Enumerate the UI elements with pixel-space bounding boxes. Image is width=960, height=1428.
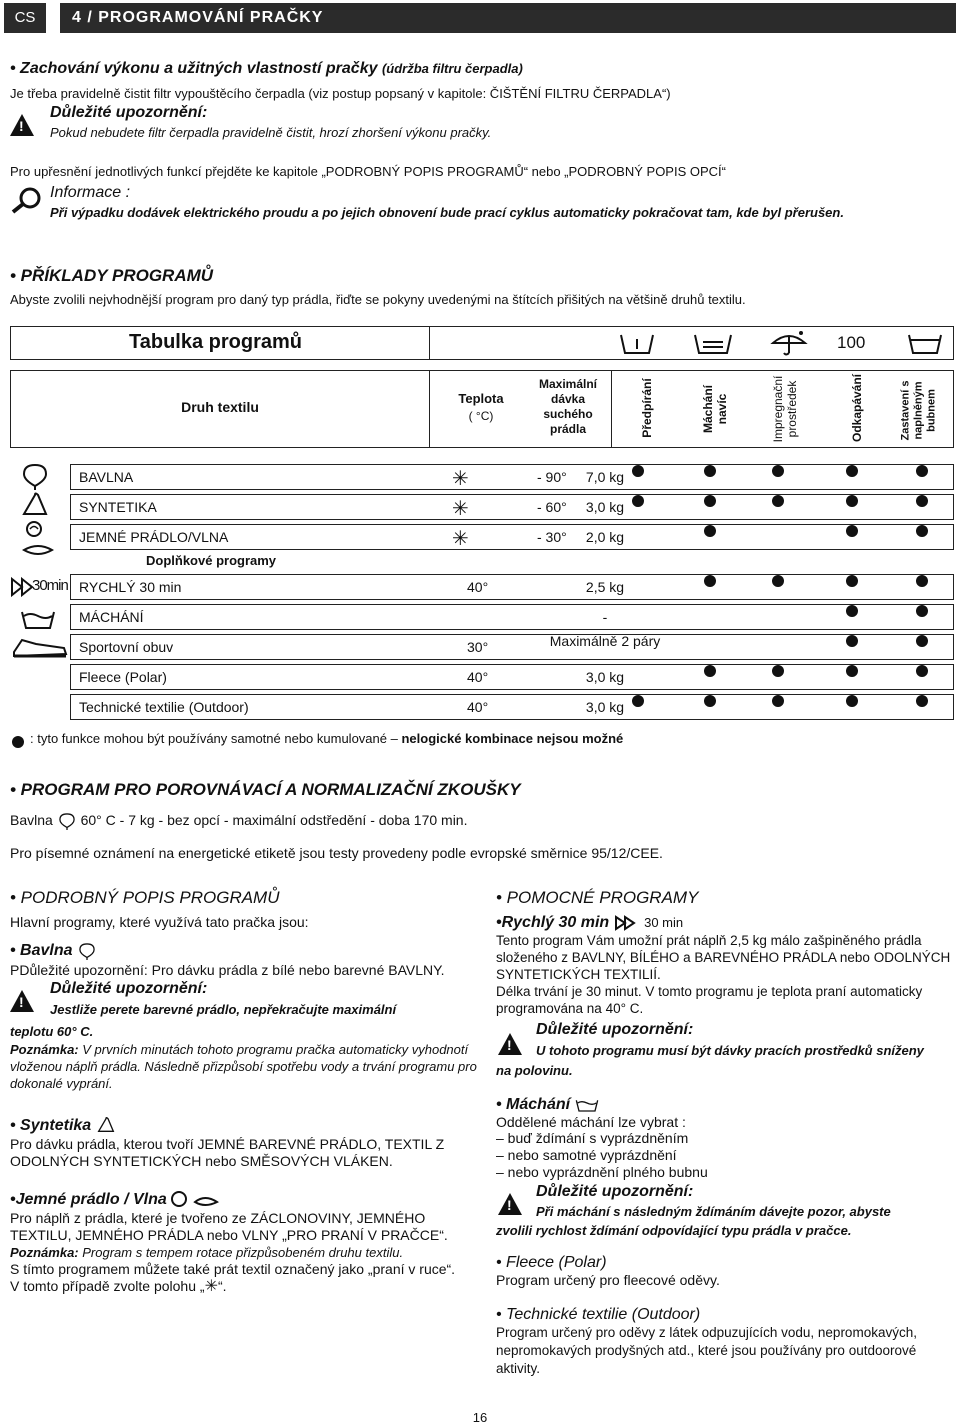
magnifier-icon [10, 186, 44, 214]
rychly-warn-text: U tohoto programu musí být dávky pracích prostředků sníženy [536, 1043, 924, 1058]
cold-wash-icon: ✳ [452, 498, 469, 520]
option-dot [916, 495, 928, 507]
col-prewash: Předpírání [640, 378, 654, 438]
warning-icon [10, 990, 34, 1012]
option-dot [772, 575, 784, 587]
option-dot [916, 695, 928, 707]
fast-forward-icon [614, 915, 640, 931]
machani-warn-text: Při máchání s následným ždímáním dávejte pozor, abyste [536, 1204, 891, 1219]
option-dot [772, 665, 784, 677]
option-dot [704, 665, 716, 677]
machani-title: • Máchání [496, 1096, 958, 1114]
cotton-icon [20, 462, 50, 490]
machani-warn-text2: zvolili rychlost ždímání odpovídající typu prádla v pračce. [496, 1223, 852, 1238]
quick-30min-label: 30min [32, 577, 68, 594]
rychly-warn-text2: na polovinu. [496, 1063, 573, 1078]
option-dot [632, 465, 644, 477]
option-dot [916, 635, 928, 647]
col-impregnation: Impregnační prostředek [771, 375, 799, 443]
reference-text: Pro upřesnění jednotlivých funkcí přejděte ke kapitole „PODROBNÝ POPIS PROGRAMŮ“ nebo „PODROBNÝ POPIS OPCÍ“ [10, 164, 726, 179]
warning-icon [10, 114, 34, 136]
legend-dot [12, 736, 24, 748]
option-dot [704, 525, 716, 537]
chapter-title: 4 / PROGRAMOVÁNÍ PRAČKY [60, 3, 956, 33]
option-dot [772, 695, 784, 707]
col-temp-unit: ( °C) [468, 409, 494, 423]
col-type: Druh textilu [181, 399, 259, 415]
rychly-warn-title: Důležité upozornění: [536, 1021, 694, 1038]
jemne-text: Pro náplň z prádla, které je tvořeno ze ZÁCLONOVINY, JEMNÉHO TEXTILU, JEMNÉHO PRÁDLA nebo VLNY „PRO PRANÍ V PRAČCE“. [10, 1210, 448, 1244]
normalization-title: • PROGRAM PRO POROVNÁVACÍ A NORMALIZAČNÍ ZKOUŠKY [10, 780, 521, 799]
table-row: MÁCHÁNÍ - [70, 604, 954, 630]
jemne-text3: V tomto případě zvolte polohu „✳“. [10, 1278, 227, 1296]
option-dot [846, 635, 858, 647]
section-maintenance-title: • Zachování výkonu a užitných vlastností pračky (údržba filtru čerpadla) [10, 60, 523, 77]
synt-text: Pro dávku prádla, kterou tvoří JEMNÉ BAREVNÉ PRÁDLO, TEXTIL Z ODOLNÝCH SYNTETICKÝCH nebo SMĚSOVÝCH VLÁKEN. [10, 1136, 445, 1170]
sport-shoes-icon [12, 634, 68, 660]
col-temp: Teplota [458, 391, 504, 406]
machani-item: – nebo vyprázdnění plného bubnu [496, 1164, 708, 1180]
table-legend: : tyto funkce mohou být používány samotné nebo kumulované – nelogické kombinace nejsou možné [30, 731, 624, 746]
warning-text: Pokud nebudete filtr čerpadla pravidelně čistit, hrozí zhoršení výkonu pračky. [50, 125, 492, 140]
cold-wash-icon: ✳ [452, 468, 469, 490]
warning-title: Důležité upozornění: [50, 104, 208, 121]
option-dot [772, 495, 784, 507]
option-dot [846, 605, 858, 617]
language-badge: CS [4, 3, 46, 33]
wash-tub-icon [619, 333, 655, 355]
umbrella-icon [769, 329, 809, 357]
jemne-text2: S tímto programem můžete také prát textil označený jako „praní v ruce“. [10, 1261, 456, 1278]
rychly-text: Tento program Vám umožní prát náplň 2,5 kg málo zašpiněného prádla složeného z BAVLNY, BÍLÉHO a BAREVNÉHO PRÁDLA nebo ODOLNÝCH SYNTETICKÝCH TEXTILIÍ. [496, 933, 951, 982]
left-column [10, 888, 480, 1295]
synt-title: • Syntetika [10, 1116, 480, 1136]
cold-wash-icon: ✳ [452, 528, 469, 550]
wool-icon [171, 1190, 219, 1210]
info-text: Při výpadku dodávek elektrického proudu a po jejich obnovení bude prací cyklus automaticky pokračovat tam, kde byl přerušen. [50, 205, 844, 220]
additional-programs-label: Doplňkové programy [146, 553, 277, 568]
rychly-text2: Délka trvání je 30 minut. V tomto programu je teplota praní automaticky programována na 40° C. [496, 984, 923, 1016]
option-dot [704, 495, 716, 507]
option-dot [772, 465, 784, 477]
rinse-icon [20, 608, 56, 630]
warning-icon [498, 1033, 522, 1055]
maintenance-text: Je třeba pravidelně čistit filtr vypouštěcího čerpadla (viz postup popsaný v kapitole: ČIŠTĚNÍ FILTRU ČERPADLA“) [10, 86, 671, 101]
synthetics-icon [96, 1116, 116, 1136]
bavlna-note: Poznámka: V prvních minutách tohoto programu pračka automaticky vyhodnotí vloženou náplň prádla. Následně přizpůsobí spotřebu vody a trvání programu pro dokonalé vyprání. [10, 1042, 477, 1092]
option-dot [632, 695, 644, 707]
option-dot [916, 525, 928, 537]
spin-speed-value: 100 [837, 333, 866, 352]
wool-icon [20, 520, 54, 560]
option-dot [704, 575, 716, 587]
table-title: Tabulka programů [129, 331, 302, 353]
tech-text: Program určený pro oděvy z látek odpuzujících vodu, nepromokavých, nepromokavých prodyšných atd., které jsou používány pro outdoorové aktivity. [496, 1325, 917, 1376]
option-dot [846, 575, 858, 587]
fleece-text: Program určený pro fleecové oděvy. [496, 1272, 720, 1288]
examples-text: Abyste zvolili nejvhodnější program pro daný typ prádla, řiďte se pokyny uvedenými na štítcích přišitých na většině druhů textilu. [10, 292, 746, 307]
table-row: JEMNÉ PRÁDLO/VLNA - 30° 2,0 kg [70, 524, 954, 550]
table-row: Technické textilie (Outdoor) 40° 3,0 kg [70, 694, 954, 720]
page-header [4, 3, 956, 33]
option-dot [846, 665, 858, 677]
bavlna-warn-text: Jestliže perete barevné prádlo, nepřekračujte maximální [50, 1002, 397, 1018]
jemne-note: Poznámka: Program s tempem rotace přizpůsobeném druhu textilu. [10, 1245, 404, 1261]
cold-wash-icon: ✳ [204, 1278, 218, 1296]
examples-title: • PŘÍKLADY PROGRAMŮ [10, 266, 214, 285]
info-title: Informace : [50, 184, 131, 201]
page-number: 16 [472, 1410, 488, 1425]
table-row: RYCHLÝ 30 min 40° 2,5 kg [70, 574, 954, 600]
table-row: Sportovní obuv 30° Maximálně 2 páry [70, 634, 954, 660]
drain-tub-icon [907, 333, 943, 355]
bavlna-title: • Bavlna [10, 942, 480, 960]
option-dot [846, 465, 858, 477]
tech-title: • Technické textilie (Outdoor) [496, 1306, 701, 1323]
program-table [10, 326, 954, 746]
bavlna-warn-text2: teplotu 60° C. [10, 1024, 94, 1040]
option-dot [846, 495, 858, 507]
machani-item: – buď ždímání s vyprázdněním [496, 1130, 689, 1146]
cotton-icon [57, 812, 77, 830]
synthetics-icon [20, 492, 50, 520]
detail-intro: Hlavní programy, které využívá tato pračka jsou: [10, 914, 309, 930]
col-stop-full-drum: Zastavení s naplněným bubnem [899, 380, 938, 441]
col-drain: Odkapávání [850, 373, 864, 443]
normalization-line2: Pro písemné oznámení na energetické etiketě jsou testy provedeny podle evropské směrnice 95/12/CEE. [10, 845, 663, 861]
warning-icon [498, 1193, 522, 1215]
option-dot [846, 525, 858, 537]
cotton-icon [77, 942, 97, 960]
col-load: Maximální dávka suchého prádla [538, 377, 598, 436]
bavlna-text: PDůležité upozornění: Pro dávku prádla z bílé nebo barevné BAVLNY. [10, 962, 445, 979]
bavlna-warn-title: Důležité upozornění: [50, 980, 208, 998]
detail-programs-title: • PODROBNÝ POPIS PROGRAMŮ [10, 888, 280, 907]
option-dot [916, 465, 928, 477]
table-header-bar [10, 326, 954, 360]
option-dot [916, 665, 928, 677]
option-dot [916, 575, 928, 587]
machani-warn-title: Důležité upozornění: [536, 1183, 694, 1200]
option-dot [632, 495, 644, 507]
rinse-icon [575, 1097, 599, 1113]
option-dot [846, 695, 858, 707]
machani-item: – nebo samotné vyprázdnění [496, 1147, 677, 1163]
table-row: SYNTETIKA - 60° 3,0 kg [70, 494, 954, 520]
col-extra-rinse: Máchání navíc [701, 385, 729, 434]
table-row: BAVLNA - 90° 7,0 kg [70, 464, 954, 490]
option-dot [704, 465, 716, 477]
aux-programs-title: • POMOCNÉ PROGRAMY [496, 888, 699, 907]
jemne-title: •Jemné prádlo / Vlna [10, 1190, 480, 1210]
fleece-title: • Fleece (Polar) [496, 1254, 607, 1271]
machani-text: Oddělené máchání lze vybrat : [496, 1114, 686, 1130]
rinse-tub-icon [693, 333, 733, 355]
normalization-line1: Bavlna 60° C - 7 kg - bez opcí - maximální odstředění - doba 170 min. [10, 812, 468, 830]
table-row: Fleece (Polar) 40° 3,0 kg [70, 664, 954, 690]
table-column-headers [10, 370, 954, 448]
option-dot [704, 695, 716, 707]
right-column [496, 888, 958, 1378]
option-dot [916, 605, 928, 617]
rychly-title: •Rychlý 30 min 30 min [496, 914, 684, 931]
